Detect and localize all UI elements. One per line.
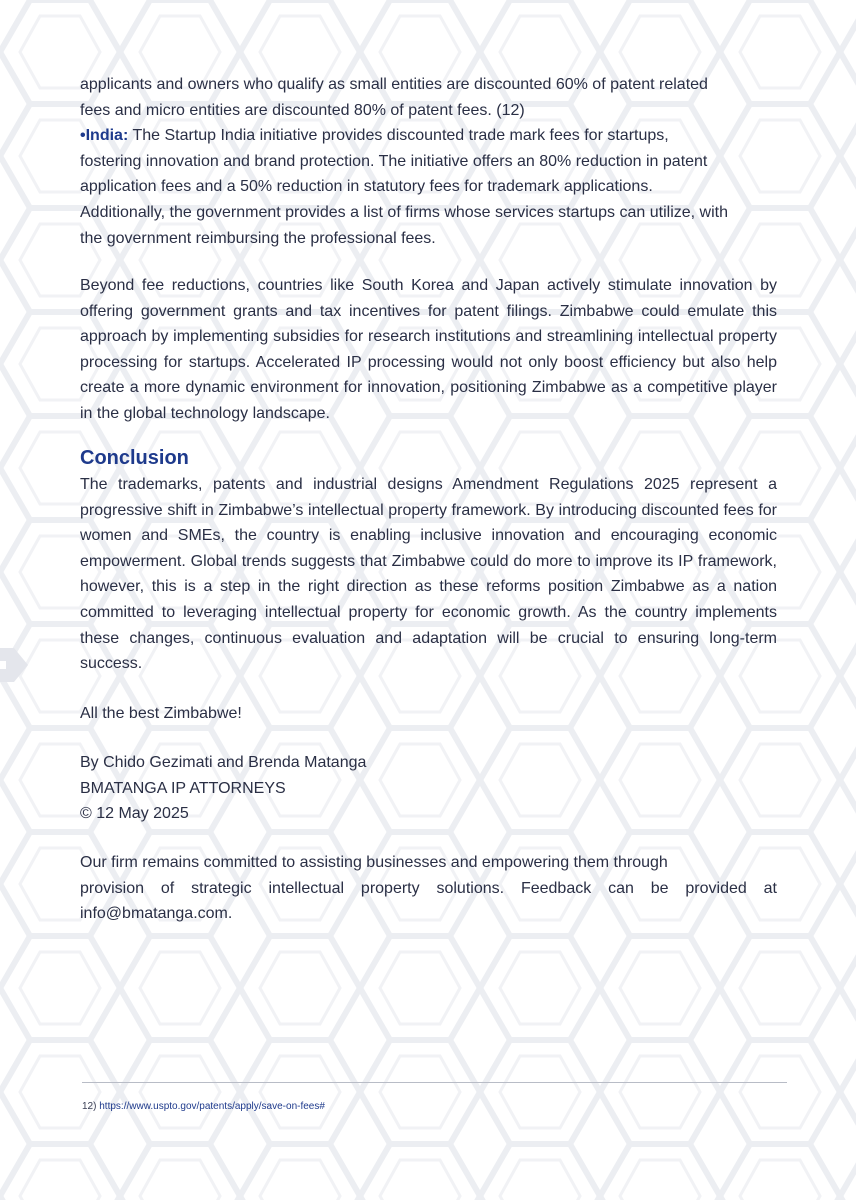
india-bullet-line (80, 123, 777, 149)
intro-line-2: fees and micro entities are discounted 80% of patent fees. (12) (80, 101, 525, 119)
side-tab-marker (0, 648, 28, 682)
firm-note-line-2: provision of strategic intellectual property solutions. Feedback can be provided at (80, 879, 777, 897)
footnote (82, 1101, 325, 1112)
india-line-1: The Startup India initiative provides discounted trade mark fees for startups, (128, 127, 669, 145)
footnote-number: 12) (82, 1101, 97, 1112)
conclusion-heading: Conclusion (80, 447, 189, 469)
india-line-5: the government reimbursing the professional fees. (80, 229, 436, 247)
footnote-link[interactable]: https://www.uspto.gov/patents/apply/save-on-fees# (99, 1101, 325, 1112)
india-label: India: (85, 127, 129, 145)
firm-note (80, 850, 777, 927)
footnote-divider (82, 1082, 787, 1083)
firm-note-line-1: Our firm remains committed to assisting businesses and empowering them through (80, 854, 668, 871)
publish-date: © 12 May 2025 (80, 805, 189, 823)
intro-paragraph (80, 72, 777, 251)
byline: By Chido Gezimati and Brenda Matanga (80, 754, 367, 771)
contact-email-link[interactable]: info@bmatanga.com. (80, 905, 233, 923)
firm-name: BMATANGA IP ATTORNEYS (80, 779, 286, 797)
beyond-paragraph: Beyond fee reductions, countries like South Korea and Japan actively stimulate innovation by offering government grants and tax incentives for patent filings. Zimbabwe could emulate this approach by implementing subsidies for research institutions and streamlining intellectual property processing for startups. Accelerated IP processing would not only boost efficiency but also help create a more dynamic environment for innovation, positioning Zimbabwe as a competitive player in the global technology landscape. (80, 277, 777, 422)
bullet-icon: • (80, 127, 86, 145)
india-line-2: fostering innovation and brand protection. The initiative offers an 80% reduction in patent (80, 152, 708, 170)
india-line-3: application fees and a 50% reduction in statutory fees for trademark applications. (80, 178, 653, 196)
byline-block (80, 750, 777, 827)
closing-wish: All the best Zimbabwe! (80, 705, 242, 722)
intro-line-1: applicants and owners who qualify as small entities are discounted 60% of patent related (80, 76, 708, 93)
india-line-4: Additionally, the government provides a list of firms whose services startups can utilize, with (80, 203, 728, 221)
conclusion-paragraph: The trademarks, patents and industrial designs Amendment Regulations 2025 represent a progressive shift in Zimbabwe’s intellectual property framework. By introducing discounted fees for women and SMEs, the country is enabling inclusive innovation and encouraging economic empowerment. Global trends suggests that Zimbabwe could do more to improve its IP framework, however, this is a step in the right direction as these reforms position Zimbabwe as a nation committed to leveraging intellectual property for economic growth. As the country implements these changes, continuous evaluation and adaptation will be crucial to ensuring long-term success. (80, 476, 777, 673)
